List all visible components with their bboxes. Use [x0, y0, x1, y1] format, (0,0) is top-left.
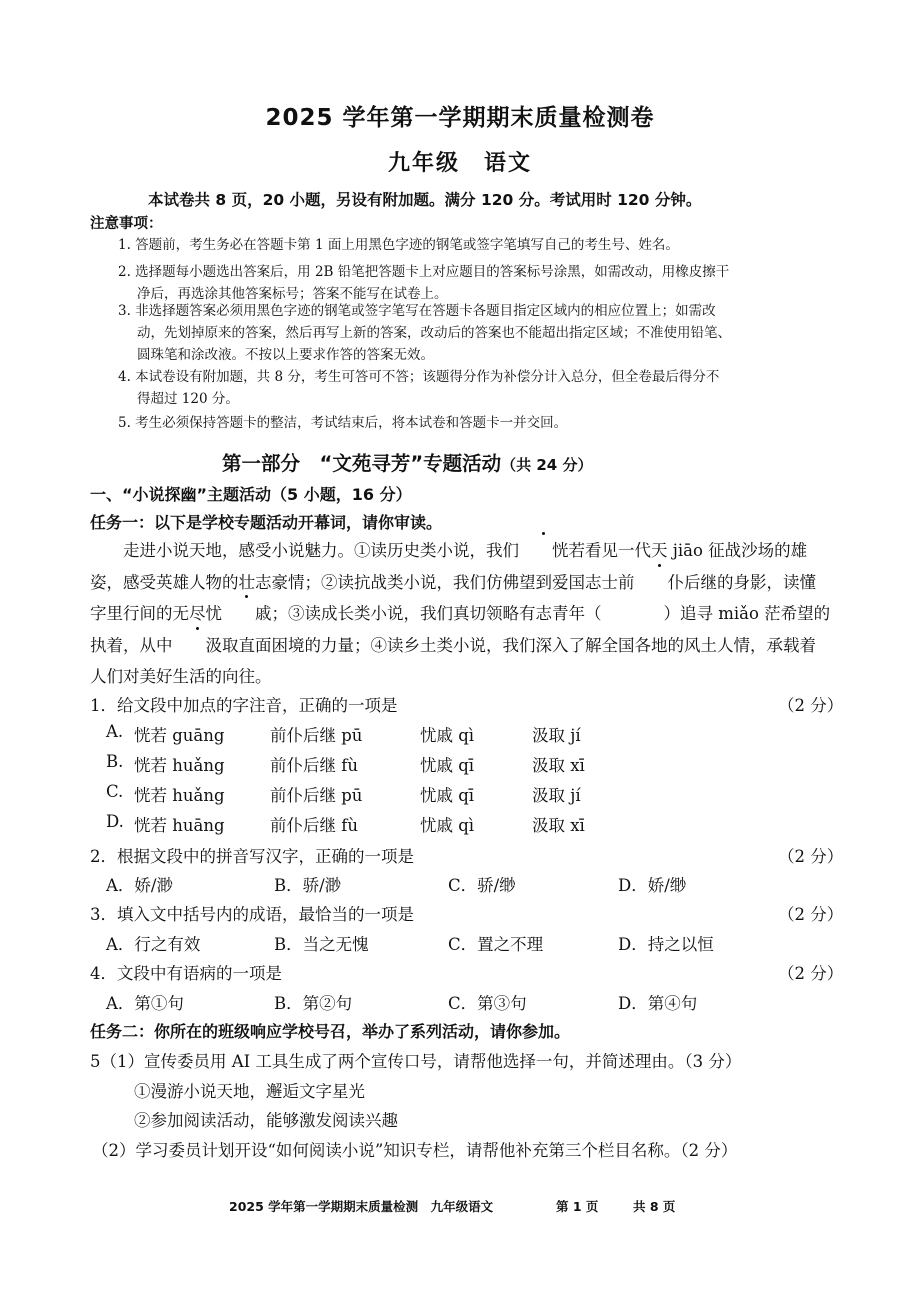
footer-total-pages: 共 8 页	[633, 1199, 676, 1214]
notice-heading: 注意事项：	[90, 216, 163, 232]
slogan-1: ①漫游小说天地，邂逅文字星光	[134, 1082, 365, 1101]
question-1-score: （2 分）	[778, 696, 844, 715]
q1-option-label: A.	[106, 722, 124, 741]
part-one-title	[222, 448, 592, 476]
q3-option: A．行之有效	[106, 935, 201, 954]
notice-line: 5. 考生必须保持答题卡的整洁，考试结束后，将本试卷和答题卡一并交回。	[118, 415, 568, 431]
grade-subject: 九年级 语文	[387, 151, 532, 176]
part-one-name: 第一部分 “文苑寻芳”专题活动	[222, 452, 502, 475]
notice-line: 得超过 120 分。	[137, 391, 239, 407]
question-5-part-2: （2）学习委员计划开设“如何阅读小说”知识专栏，请帮他补充第三个栏目名称。（2 分）	[92, 1141, 738, 1160]
footer-page-number: 第 1 页	[556, 1199, 599, 1214]
question-5-part-1: 5（1）宣传委员用 AI 工具生成了两个宣传口号，请帮他选择一句，并简述理由。（3 分）	[90, 1052, 742, 1071]
question-1-stem: 1．给文段中加点的字注音，正确的一项是	[90, 696, 398, 715]
slogan-2: ②参加阅读活动，能够激发阅读兴趣	[134, 1111, 398, 1130]
q1-option-a: 恍若 huāng	[134, 816, 225, 835]
notice-line: 净后，再选涂其他答案标号；答案不能写在试卷上。	[137, 286, 448, 302]
notice-line: 动，先划掉原来的答案，然后再写上新的答案，改动后的答案也不能超出指定区域；不准使用铅笔、	[137, 325, 731, 341]
q4-option: A．第①句	[106, 994, 184, 1013]
q4-option: B．第②句	[274, 994, 353, 1013]
question-2-stem: 2．根据文段中的拼音写汉字，正确的一项是	[90, 847, 414, 866]
dotted-char: 仆	[635, 567, 685, 599]
q1-option-b: 前仆后继 pū	[270, 726, 363, 745]
q3-option: D．持之以恒	[618, 935, 714, 954]
notice-line: 圆珠笔和涂改液。不按以上要求作答的答案无效。	[137, 347, 434, 363]
exam-title: 2025 学年第一学期期末质量检测卷	[265, 105, 655, 131]
notice-line: 2. 选择题每小题选出答案后，用 2B 铅笔把答题卡上对应题目的答案标号涂黑，如需改动，用橡皮擦干	[118, 264, 730, 280]
question-3-stem: 3．填入文中括号内的成语，最恰当的一项是	[90, 905, 414, 924]
exam-intro: 本试卷共 8 页，20 小题，另设有附加题。满分 120 分。考试用时 120 分钟。	[148, 191, 702, 209]
q1-option-d: 汲取 xī	[532, 756, 585, 775]
q1-option-c: 忧戚 qī	[420, 756, 475, 775]
q1-option-d: 汲取 jí	[532, 786, 581, 805]
q3-option: C．置之不理	[448, 935, 544, 954]
q1-option-d: 汲取 xī	[532, 816, 585, 835]
part-one-points: （共 24 分）	[501, 456, 593, 474]
opening-passage: 走进小说天地，感受小说魅力。①读历史类小说，我们 恍若看见一代天 jiāo 征战沙场的雄姿，感受英雄人物的壮志豪情；②读抗战类小说，我们仿佛望到爱国志士前 仆后继的身影，读懂字里行间的无尽忧 戚；③读成长类小说，我们真切领略有志青年（ ）追寻 miǎo 茫希望的执着，从中 汲取直面困境的力量；④读乡土类小说，我们深入了解全国各地的风土人情，承载着人们对美好生活的向往。	[90, 535, 832, 693]
q1-option-c: 忧戚 qī	[420, 786, 475, 805]
q1-option-label: D.	[106, 812, 124, 831]
q1-option-a: 恍若 huǎng	[134, 786, 225, 805]
task-one-title: 任务一：以下是学校专题活动开幕词，请你审读。	[90, 513, 443, 532]
section-one-title: 一、“小说探幽”主题活动（5 小题，16 分）	[90, 485, 412, 504]
question-3-score: （2 分）	[778, 905, 844, 924]
notice-line: 3. 非选择题答案必须用黑色字迹的钢笔或签字笔写在答题卡各题目指定区域内的相应位置上；如需改	[118, 303, 716, 319]
q1-option-c: 忧戚 qì	[420, 816, 475, 835]
q1-option-label: C.	[106, 782, 124, 801]
q3-option: B．当之无愧	[274, 935, 369, 954]
question-2-score: （2 分）	[778, 847, 844, 866]
notice-line: 4. 本试卷设有附加题，共 8 分，考生可答可不答；该题得分作为补偿分计入总分，但全卷最后得分不	[118, 369, 720, 385]
q2-option: C．骄/缈	[448, 876, 516, 895]
q1-option-b: 前仆后继 fù	[270, 756, 358, 775]
task-two-title: 任务二：你所在的班级响应学校号召，举办了系列活动，请你参加。	[90, 1022, 571, 1041]
q1-option-c: 忧戚 qì	[420, 726, 475, 745]
q1-option-a: 恍若 guāng	[134, 726, 225, 745]
question-4-stem: 4．文段中有语病的一项是	[90, 964, 282, 983]
question-4-score: （2 分）	[778, 964, 844, 983]
q1-option-b: 前仆后继 fù	[270, 816, 358, 835]
footer-exam-name: 2025 学年第一学期期末质量检测 九年级语文	[229, 1199, 494, 1214]
q1-option-label: B.	[106, 752, 124, 771]
dotted-char: 恍	[519, 535, 569, 567]
notice-line: 1. 答题前，考生务必在答题卡第 1 面上用黑色字迹的钢笔或签字笔填写自己的考生号、姓名。	[118, 237, 679, 253]
q1-option-a: 恍若 huǎng	[134, 756, 225, 775]
q1-option-b: 前仆后继 pū	[270, 786, 363, 805]
q4-option: C．第③句	[448, 994, 527, 1013]
q2-option: D．娇/缈	[618, 876, 687, 895]
q1-option-d: 汲取 jí	[532, 726, 581, 745]
dotted-char: 汲	[173, 630, 223, 662]
q4-option: D．第④句	[618, 994, 698, 1013]
q2-option: A．娇/渺	[106, 876, 173, 895]
q2-option: B．骄/渺	[274, 876, 342, 895]
dotted-char: 戚	[222, 598, 272, 630]
